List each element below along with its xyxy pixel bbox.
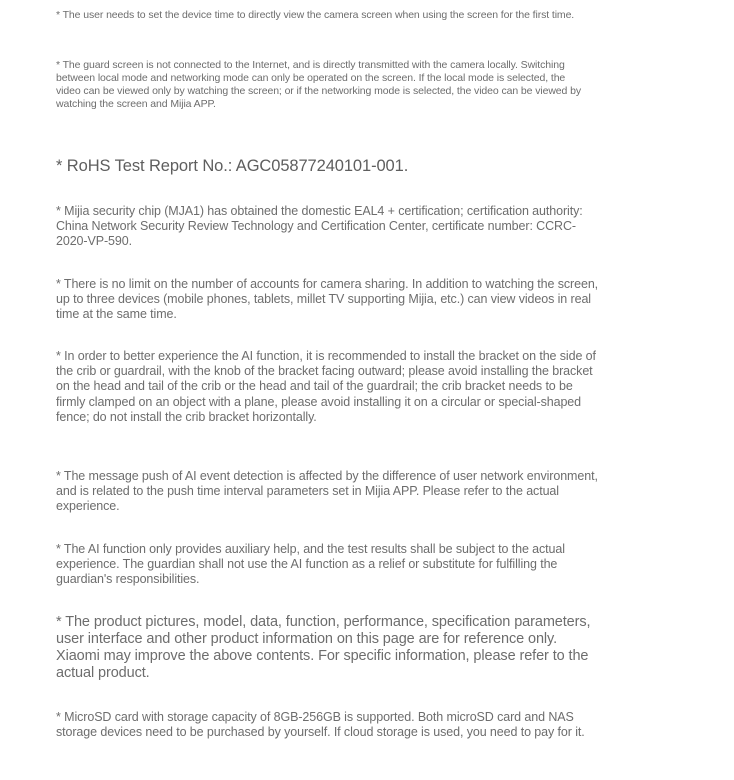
note-ai-auxiliary: * The AI function only provides auxiliary help, and the test results shall be subject to the actual experience. The guardian shall not use the AI function as a relief or substitute for fulfilling the guardian's responsibilities. — [56, 542, 565, 587]
note-ai-message-push: * The message push of AI event detection is affected by the difference of user network environment, and is related to the push time interval parameters set in Mijia APP. Please refer to the actual experience. — [56, 469, 598, 514]
note-first-time-setup: * The user needs to set the device time to directly view the camera screen when using the screen for the first time. — [56, 9, 575, 21]
note-security-chip: * Mijia security chip (MJA1) has obtained the domestic EAL4 + certification; certification authority: China Network Security Review Technology and Certification Center, certificate number: CCRC-2020-VP-590. — [56, 204, 583, 249]
note-camera-sharing: * There is no limit on the number of accounts for camera sharing. In addition to watching the screen, up to three devices (mobile phones, tablets, millet TV supporting Mijia, etc.) can view videos in real time at the same time. — [56, 277, 599, 322]
note-guard-screen-local: * The guard screen is not connected to the Internet, and is directly transmitted with the camera locally. Switching between local mode and networking mode can only be operated on the screen. If the local mode is selected, the video can be viewed only by watching the screen; or if the networking mode is selected, the video can be viewed by watching the screen and Mijia APP. — [56, 59, 581, 110]
note-rohs-report: * RoHS Test Report No.: AGC05877240101-001. — [56, 157, 409, 175]
note-bracket-installation: * In order to better experience the AI function, it is recommended to install the bracket on the side of the crib or guardrail, with the knob of the bracket facing outward; please avoid installing the bracket on the head and tail of the crib or the head and tail of the guardrail; the crib bracket needs to be firmly clamped on an object with a plane, please avoid installing it on a circular or special-shaped fence; do not install the crib bracket horizontally. — [56, 349, 596, 424]
note-microsd-storage: * MicroSD card with storage capacity of 8GB-256GB is supported. Both microSD card and NAS storage devices need to be purchased by yourself. If cloud storage is used, you need to pay for it. — [56, 710, 585, 740]
note-product-info-reference: * The product pictures, model, data, function, performance, specification parameters, user interface and other product information on this page are for reference only. Xiaomi may improve the above contents. For specific information, please refer to the actual product. — [56, 614, 591, 681]
